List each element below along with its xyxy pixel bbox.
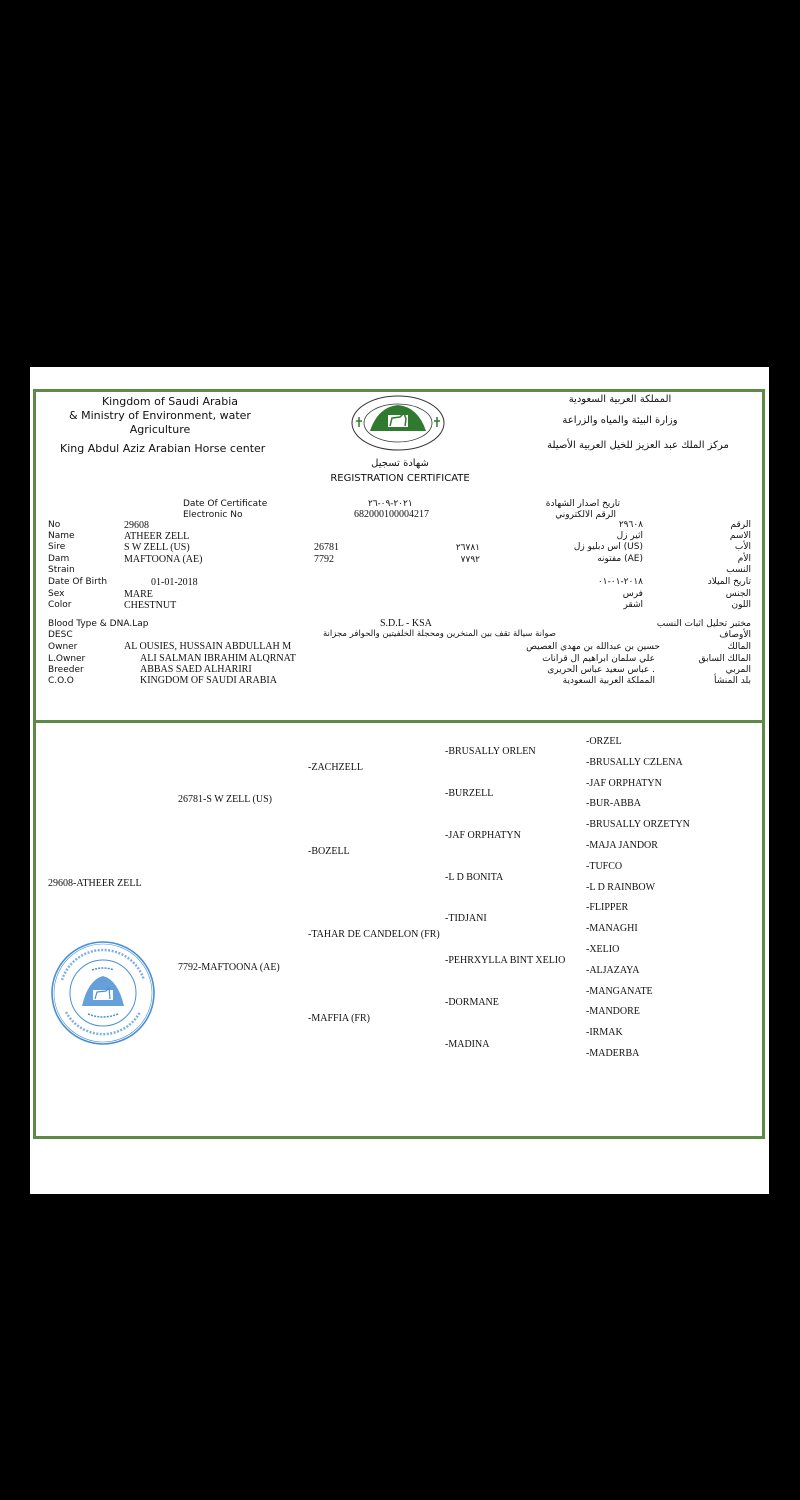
pedigree-gen2-item: -ZACHZELL <box>308 762 363 773</box>
pedigree-gen2-item: -MAFFIA (FR) <box>308 1013 370 1024</box>
field-value-ar: فرس <box>622 589 643 599</box>
pedigree-sire: 26781-S W ZELL (US) <box>178 794 272 805</box>
pedigree-dam: 7792-MAFTOONA (AE) <box>178 962 280 973</box>
pedigree-gen4-item: -MANGANATE <box>586 986 653 997</box>
field-number: 7792 <box>314 554 334 565</box>
section-divider <box>36 720 762 723</box>
header-ministry-ar: وزارة البيئة والمياه والزراعة <box>562 415 678 426</box>
pedigree-gen4-item: -IRMAK <box>586 1027 623 1038</box>
lowner-value-ar: علي سلمان ابراهيم ال قرانات <box>542 654 655 664</box>
field-value: CHESTNUT <box>124 600 177 611</box>
blood-type-value: S.D.L - KSA <box>380 618 432 629</box>
pedigree-gen4-item: -MADERBA <box>586 1048 640 1059</box>
breeder-value: ABBAS SAED ALHARIRI <box>140 664 252 675</box>
pedigree-gen4-item: -MANDORE <box>586 1006 640 1017</box>
header-kingdom-en: Kingdom of Saudi Arabia <box>101 395 239 408</box>
owner-value: AL OUSIES, HUSSAIN ABDULLAH M <box>124 641 292 652</box>
title-en: REGISTRATION CERTIFICATE <box>330 473 470 484</box>
header-center-ar: مركز الملك عبد العزيز للخيل العربية الأصيلة <box>547 440 729 451</box>
electronic-no-label: Electronic No <box>183 510 243 520</box>
header-kingdom-ar: المملكة العربية السعودية <box>568 394 672 405</box>
pedigree-gen3-item: -MADINA <box>445 1039 490 1050</box>
field-value-ar: ٢٠١٨-٠١-٠١ <box>597 577 643 587</box>
pedigree-gen2-item: -BOZELL <box>308 846 350 857</box>
title-ar: شهادة تسجيل <box>371 458 429 469</box>
field-value-ar: اثير زل <box>616 531 643 541</box>
desc-label-ar: الأوصاف <box>719 630 751 640</box>
field-label: Date Of Birth <box>48 577 108 587</box>
field-label: Name <box>48 531 75 541</box>
pedigree-gen3-item: -JAF ORPHATYN <box>445 830 521 841</box>
owner-label: Owner <box>48 642 78 652</box>
pedigree-gen4-item: -BRUSALLY ORZETYN <box>586 819 690 830</box>
blood-type-label-ar: مختبر تحليل اثبات النسب <box>656 619 751 629</box>
field-value: ATHEER ZELL <box>124 531 190 542</box>
field-value-ar: (AE) مفتونه <box>597 554 643 564</box>
pedigree-gen3-item: -PEHRXYLLA BINT XELIO <box>445 955 566 966</box>
pedigree-gen3-item: -DORMANE <box>445 997 499 1008</box>
pedigree-horse: 29608-ATHEER ZELL <box>48 878 142 889</box>
pedigree-gen4-item: -BRUSALLY CZLENA <box>586 757 683 768</box>
field-label-ar: النسب <box>726 565 751 575</box>
owner-label-ar: المالك <box>727 642 751 652</box>
pedigree-gen4-item: -MAJA JANDOR <box>586 840 658 851</box>
field-label: Color <box>48 600 72 610</box>
pedigree-gen4-item: -XELIO <box>586 944 620 955</box>
pedigree-gen4-item: -JAF ORPHATYN <box>586 778 662 789</box>
header-agriculture-en: Agriculture <box>129 423 191 436</box>
electronic-no-label-ar: الرقم الالكتروني <box>555 510 616 520</box>
coo-value: KINGDOM OF SAUDI ARABIA <box>140 675 277 686</box>
coo-label-ar: بلد المنشأ <box>713 676 751 686</box>
field-label-ar: تاريخ الميلاد <box>707 577 751 587</box>
lowner-value: ALI SALMAN IBRAHIM ALQRNAT <box>140 653 296 664</box>
pedigree-gen3-item: -TIDJANI <box>445 913 487 924</box>
breeder-label: Breeder <box>48 665 84 675</box>
breeder-value-ar: . عباس سعيد عباس الحريرى <box>547 665 655 675</box>
breeder-label-ar: المربي <box>725 665 751 675</box>
field-label-ar: الأم <box>737 554 751 564</box>
coo-label: C.O.O <box>48 676 74 686</box>
header-ministry-en: & Ministry of Environment, water <box>69 409 251 422</box>
field-number-ar: ٢٦٧٨١ <box>455 542 480 552</box>
field-label: Strain <box>48 565 75 575</box>
field-label-ar: الرقم <box>730 520 751 530</box>
field-label-ar: الجنس <box>725 589 751 599</box>
date-of-certificate-label-ar: تاريخ اصدار الشهادة <box>545 499 620 509</box>
certificate-page <box>30 367 769 1194</box>
owner-value-ar: حسين بن عبدالله بن مهدي العصيص <box>526 642 660 652</box>
pedigree-gen3-item: -BURZELL <box>445 788 494 799</box>
pedigree-gen4-item: -BUR-ABBA <box>586 798 642 809</box>
ministry-emblem-icon <box>348 393 448 453</box>
header-center-en: King Abdul Aziz Arabian Horse center <box>60 442 266 455</box>
field-value: MARE <box>124 589 153 600</box>
field-label-ar: اللون <box>731 600 751 610</box>
field-number: 26781 <box>314 542 339 553</box>
pedigree-gen4-item: -FLIPPER <box>586 902 629 913</box>
pedigree-gen4-item: -MANAGHI <box>586 923 638 934</box>
field-label: Sire <box>48 542 66 552</box>
field-label-ar: الأب <box>734 542 751 552</box>
field-value: S W ZELL (US) <box>124 542 190 553</box>
pedigree-gen2-item: -TAHAR DE CANDELON (FR) <box>308 929 440 940</box>
field-value-ar: اشقر <box>623 600 643 610</box>
field-value: MAFTOONA (AE) <box>124 554 203 565</box>
field-label: Dam <box>48 554 70 564</box>
field-number-ar: ٧٧٩٢ <box>460 554 480 564</box>
pedigree-gen4-item: -ALJAZAYA <box>586 965 640 976</box>
registry-stamp-icon <box>48 940 158 1046</box>
field-value-ar: (US) اس دبليو زل <box>573 542 643 552</box>
coo-value-ar: المملكة العربية السعودية <box>562 676 655 686</box>
electronic-no-value: 682000100004217 <box>354 509 429 520</box>
field-label: No <box>48 520 61 530</box>
desc-label: DESC <box>48 630 73 640</box>
pedigree-gen4-item: -L D RAINBOW <box>586 882 656 893</box>
field-value: 01-01-2018 <box>151 577 198 588</box>
lowner-label-ar: المالك السابق <box>698 654 751 664</box>
date-of-certificate-value: ٢٠٢١-٠٩-٢٦ <box>368 498 413 508</box>
pedigree-gen4-item: -TUFCO <box>586 861 623 872</box>
field-label: Sex <box>48 589 65 599</box>
date-of-certificate-label: Date Of Certificate <box>183 499 268 509</box>
pedigree-gen4-item: -ORZEL <box>586 736 622 747</box>
desc-value-ar: صوانة سيالة تقف بين المنخرين ومحجلة الخلفيتين والحوافر مجزانة <box>322 629 556 639</box>
field-label-ar: الاسم <box>729 531 751 541</box>
pedigree-gen3-item: -L D BONITA <box>445 872 504 883</box>
pedigree-gen3-item: -BRUSALLY ORLEN <box>445 746 536 757</box>
field-value: 29608 <box>124 520 149 531</box>
field-value-ar: ٢٩٦٠٨ <box>618 520 643 530</box>
blood-type-label: Blood Type & DNA.Lap <box>48 619 149 629</box>
lowner-label: L.Owner <box>48 654 86 664</box>
